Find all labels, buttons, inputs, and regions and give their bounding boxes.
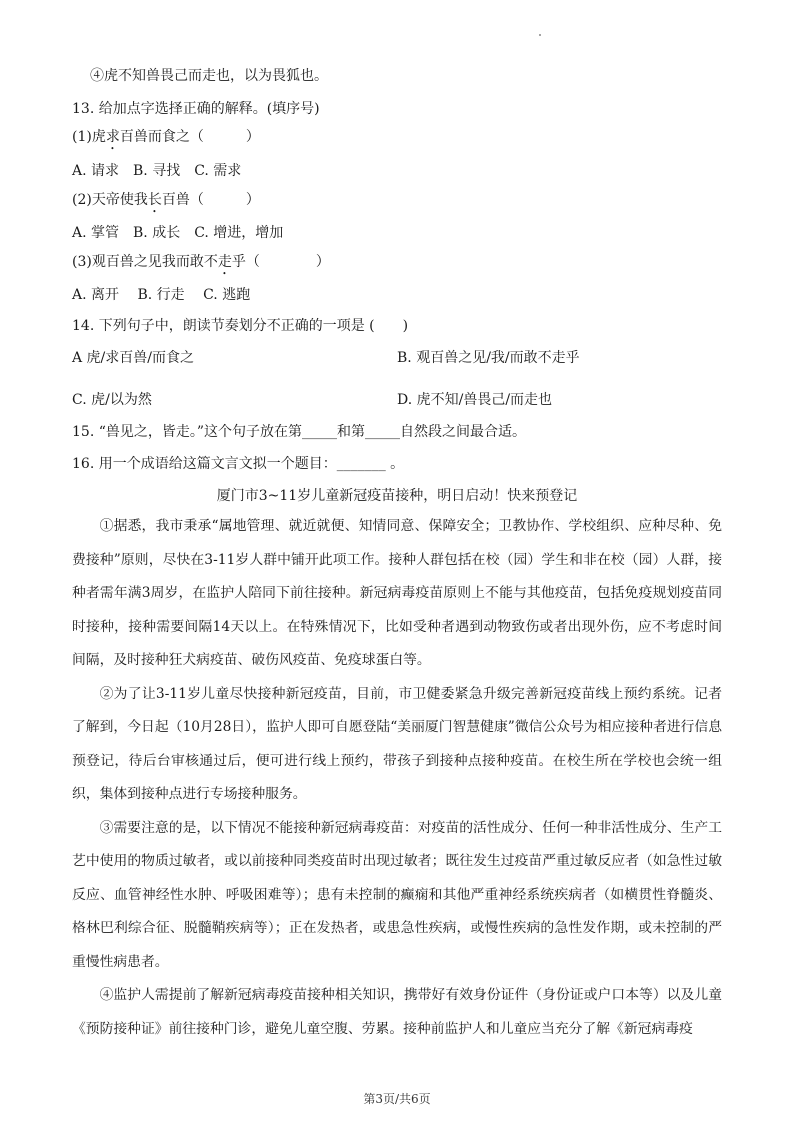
sub-2-suffix: 百兽（ ） bbox=[161, 192, 260, 208]
question-13-sub-2-options: A. 掌管 B. 成长 C. 增进，增加 bbox=[72, 225, 284, 241]
question-16: 16. 用一个成语给这篇文言文拟一个题目：_______ 。 bbox=[72, 456, 405, 472]
question-14-option-a: A 虎/求百兽/而食之 bbox=[72, 350, 194, 366]
sub-2-dotted-char: 长 bbox=[147, 192, 162, 208]
scan-speck bbox=[539, 34, 541, 36]
question-13-stem: 13. 给加点字选择正确的解释。(填序号) bbox=[72, 101, 320, 117]
sub-1-prefix: (1)虎 bbox=[72, 129, 106, 145]
sub-1-suffix: 百兽而食之（ ） bbox=[119, 129, 260, 145]
sub-2-prefix: (2)天帝使我 bbox=[72, 192, 148, 208]
question-14-option-d: D. 虎不知/兽畏己/而走也 bbox=[397, 392, 553, 408]
question-13-sub-1 bbox=[72, 127, 260, 153]
article-paragraph-1: ①据悉，我市秉承“属地管理、就近就便、知情同意、保障安全；卫教协作、学校组织、应种尽种、免费接种”原则，尽快在3-11岁人群中铺开此项工作。接种人群包括在校（园）学生和非在校（园）人群，接种者需年满3周岁，在监护人陪同下前往接种。新冠病毒疫苗原则上不能与其他疫苗，包括免疫规划疫苗同时接种，接种需要间隔14天以上。在特殊情况下，比如受种者遇到动物致伤或者出现外伤，应不考虑时间间隔，及时接种狂犬病疫苗、破伤风疫苗、免疫球蛋白等。 bbox=[72, 518, 722, 668]
sub-3-prefix: (3)观百兽之见我而敢不 bbox=[72, 254, 218, 270]
question-13-sub-3 bbox=[72, 252, 330, 278]
sub-1-dotted-char: 求 bbox=[105, 129, 120, 145]
passage-line-4: ④虎不知兽畏己而走也，以为畏狐也。 bbox=[90, 68, 328, 84]
article-body bbox=[72, 510, 722, 1046]
question-13-sub-3-options: A. 离开 B. 行走 C. 逃跑 bbox=[72, 287, 251, 303]
article-title: 厦门市3~11岁儿童新冠疫苗接种，明日启动！快来预登记 bbox=[216, 488, 578, 504]
question-14-option-c: C. 虎/以为然 bbox=[72, 392, 152, 408]
question-13-sub-1-options: A. 请求 B. 寻找 C. 需求 bbox=[72, 163, 242, 179]
sub-3-dotted-char: 走 bbox=[217, 254, 232, 270]
page-number: 第3页/共6页 bbox=[363, 1092, 431, 1106]
article-paragraph-3: ③需要注意的是，以下情况不能接种新冠病毒疫苗：对疫苗的活性成分、任何一种非活性成分、生产工艺中使用的物质过敏者，或以前接种同类疫苗时出现过敏者；既往发生过疫苗严重过敏反应者（如急性过敏反应、血管神经性水肿、呼吸困难等）；患有未控制的癫痫和其他严重神经系统疾病者（如横贯性脊髓炎、格林巴利综合征、脱髓鞘疾病等）；正在发热者，或患急性疾病，或慢性疾病的急性发作期，或未控制的严重慢性病患者。 bbox=[72, 819, 722, 970]
question-15: 15. “兽见之，皆走。”这个句子放在第_____和第_____自然段之间最合适。 bbox=[72, 424, 527, 440]
article-paragraph-4: ④监护人需提前了解新冠病毒疫苗接种相关知识，携带好有效身份证件（身份证或户口本等）以及儿童《预防接种证》前往接种门诊，避免儿童空腹、劳累。接种前监护人和儿童应当充分了解《新冠病毒疫 bbox=[72, 987, 722, 1037]
question-14-stem: 14. 下列句子中，朗读节奏划分不正确的一项是 ( ) bbox=[72, 318, 409, 334]
question-14-option-b: B. 观百兽之见/我/而敢不走乎 bbox=[397, 350, 580, 366]
article-paragraph-2: ②为了让3-11岁儿童尽快接种新冠疫苗，目前，市卫健委紧急升级完善新冠疫苗线上预约系统。记者了解到，今日起（10月28日），监护人即可自愿登陆“美丽厦门智慧健康”微信公众号为相应接种者进行信息预登记，待后台审核通过后，便可进行线上预约，带孩子到接种点接种疫苗。在校生所在学校也会统一组织，集体到接种点进行专场接种服务。 bbox=[72, 685, 722, 802]
sub-3-suffix: 乎（ ） bbox=[231, 254, 330, 270]
question-13-sub-2 bbox=[72, 190, 260, 216]
